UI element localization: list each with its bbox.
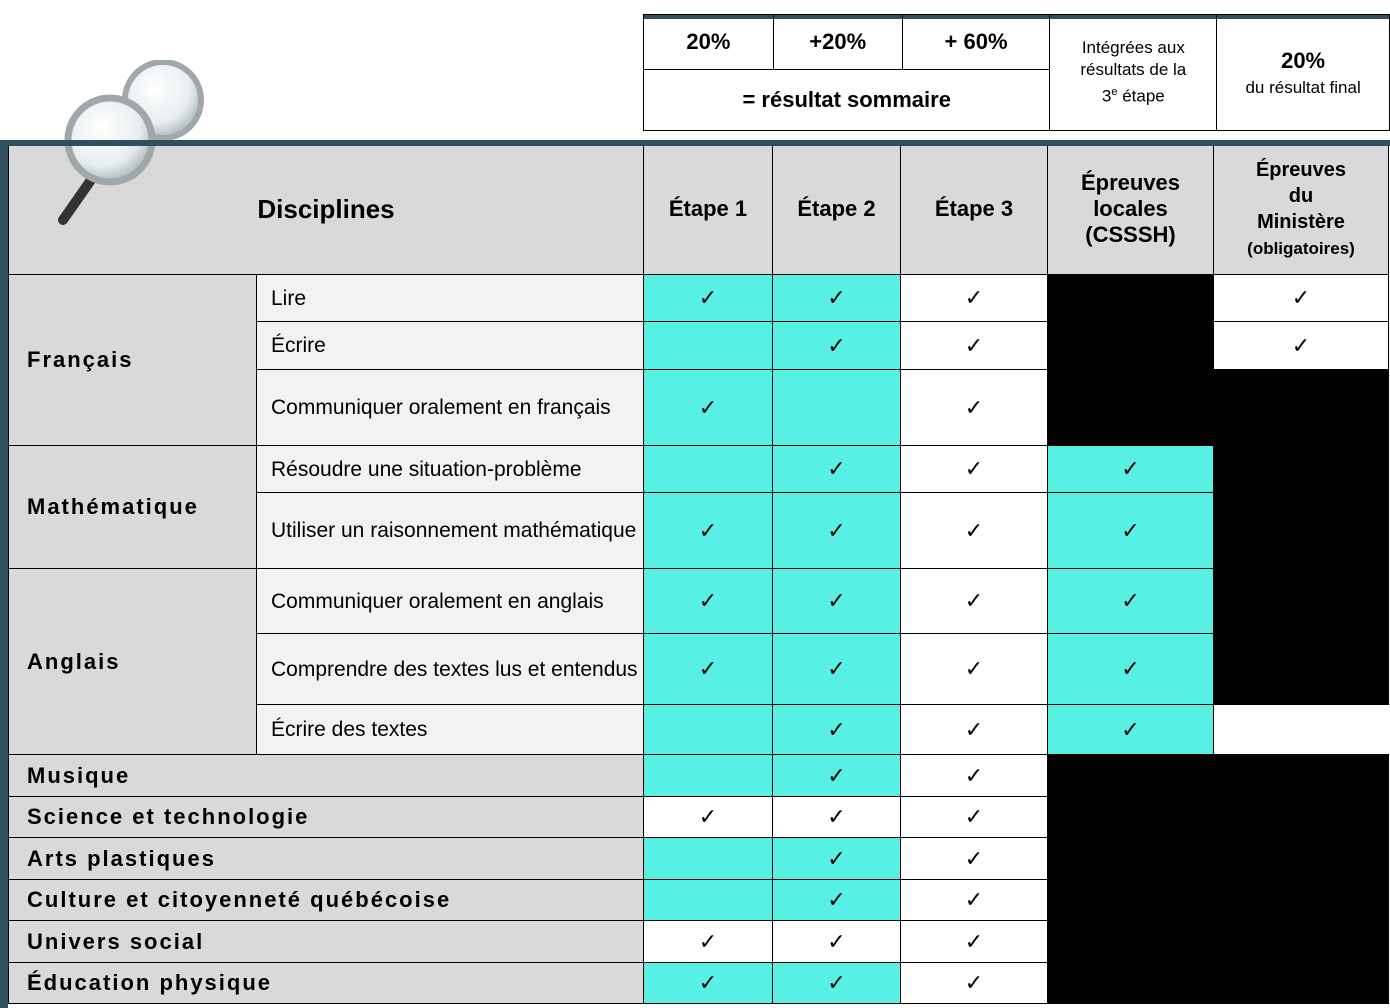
check-mark: ✓ bbox=[773, 797, 901, 838]
check-mark: ✓ bbox=[773, 921, 901, 963]
blacked-out-cell bbox=[1048, 275, 1214, 446]
competence-ecrire: Écrire bbox=[257, 322, 644, 370]
subject-mathematique: Mathématique bbox=[9, 446, 257, 569]
blacked-out-cell bbox=[1214, 370, 1389, 705]
check-mark: ✓ bbox=[1214, 275, 1389, 322]
empty-cell bbox=[644, 322, 773, 370]
check-mark: ✓ bbox=[901, 370, 1048, 446]
check-mark: ✓ bbox=[773, 569, 901, 634]
check-mark: ✓ bbox=[901, 446, 1048, 493]
empty-cell bbox=[644, 755, 773, 797]
subject-anglais: Anglais bbox=[9, 569, 257, 755]
check-mark: ✓ bbox=[773, 446, 901, 493]
check-mark: ✓ bbox=[644, 963, 773, 1004]
check-mark: ✓ bbox=[773, 705, 901, 755]
competence-resoudre: Résoudre une situation-problème bbox=[257, 446, 644, 493]
weighting-table bbox=[643, 14, 1390, 131]
check-mark: ✓ bbox=[901, 322, 1048, 370]
check-mark: ✓ bbox=[1048, 634, 1214, 705]
check-mark: ✓ bbox=[773, 275, 901, 322]
check-mark: ✓ bbox=[901, 963, 1048, 1004]
check-mark: ✓ bbox=[773, 322, 901, 370]
check-mark: ✓ bbox=[901, 838, 1048, 880]
check-mark: ✓ bbox=[773, 880, 901, 921]
etape2-header: Étape 2 bbox=[773, 144, 901, 275]
final-weight: 20% du résultat final bbox=[1217, 15, 1390, 131]
check-mark: ✓ bbox=[773, 755, 901, 797]
check-mark: ✓ bbox=[644, 275, 773, 322]
check-mark: ✓ bbox=[901, 634, 1048, 705]
disciplines-header: Disciplines bbox=[9, 144, 644, 275]
check-mark: ✓ bbox=[773, 963, 901, 1004]
competence-comprendre: Comprendre des textes lus et entendus bbox=[257, 634, 644, 705]
etape3-header: Étape 3 bbox=[901, 144, 1048, 275]
check-mark: ✓ bbox=[644, 370, 773, 446]
competence-communiquer-en: Communiquer oralement en anglais bbox=[257, 569, 644, 634]
check-mark: ✓ bbox=[644, 921, 773, 963]
table-row bbox=[9, 446, 1389, 493]
subject-francais: Français bbox=[9, 275, 257, 446]
check-mark: ✓ bbox=[901, 797, 1048, 838]
check-mark: ✓ bbox=[1048, 569, 1214, 634]
table-row bbox=[9, 275, 1389, 322]
etape3-weight: + 60% bbox=[902, 15, 1050, 70]
disciplines-table bbox=[8, 143, 1389, 1004]
check-mark: ✓ bbox=[901, 569, 1048, 634]
check-mark: ✓ bbox=[1214, 322, 1389, 370]
check-mark: ✓ bbox=[901, 493, 1048, 569]
check-mark: ✓ bbox=[901, 921, 1048, 963]
integrees-note: Intégrées aux résultats de la 3e étape bbox=[1050, 15, 1217, 131]
empty-cell bbox=[644, 705, 773, 755]
check-mark: ✓ bbox=[901, 755, 1048, 797]
subject-musique: Musique bbox=[9, 755, 644, 797]
competence-communiquer-fr: Communiquer oralement en français bbox=[257, 370, 644, 446]
subject-science: Science et technologie bbox=[9, 797, 644, 838]
subject-arts: Arts plastiques bbox=[9, 838, 644, 880]
etape1-weight: 20% bbox=[644, 15, 774, 70]
subject-culture: Culture et citoyenneté québécoise bbox=[9, 880, 644, 921]
etape2-weight: +20% bbox=[773, 15, 902, 70]
empty-cell bbox=[644, 446, 773, 493]
check-mark: ✓ bbox=[1048, 493, 1214, 569]
check-mark: ✓ bbox=[644, 493, 773, 569]
check-mark: ✓ bbox=[901, 880, 1048, 921]
empty-cell bbox=[644, 838, 773, 880]
check-mark: ✓ bbox=[773, 838, 901, 880]
magnifying-glass-icon bbox=[45, 60, 215, 240]
epreuves-locales-header: Épreuves locales (CSSSH) bbox=[1048, 144, 1214, 275]
subject-education: Éducation physique bbox=[9, 963, 644, 1004]
competence-lire: Lire bbox=[257, 275, 644, 322]
empty-cell bbox=[644, 880, 773, 921]
competence-raisonnement: Utiliser un raisonnement mathématique bbox=[257, 493, 644, 569]
check-mark: ✓ bbox=[644, 569, 773, 634]
etape1-header: Étape 1 bbox=[644, 144, 773, 275]
check-mark: ✓ bbox=[773, 493, 901, 569]
empty-cell bbox=[773, 370, 901, 446]
check-mark: ✓ bbox=[901, 275, 1048, 322]
epreuves-ministere-header: Épreuves du Ministère (obligatoires) bbox=[1214, 144, 1389, 275]
check-mark: ✓ bbox=[1048, 446, 1214, 493]
check-mark: ✓ bbox=[1048, 705, 1214, 755]
check-mark: ✓ bbox=[644, 634, 773, 705]
check-mark: ✓ bbox=[773, 634, 901, 705]
competence-ecrire-textes: Écrire des textes bbox=[257, 705, 644, 755]
table-row bbox=[9, 569, 1389, 634]
subject-univers: Univers social bbox=[9, 921, 644, 963]
blacked-out-cell bbox=[1048, 755, 1389, 1004]
table-row bbox=[9, 755, 1389, 797]
column-header-row bbox=[9, 144, 1389, 275]
check-mark: ✓ bbox=[901, 705, 1048, 755]
resultat-sommaire: = résultat sommaire bbox=[644, 70, 1050, 131]
check-mark: ✓ bbox=[644, 797, 773, 838]
